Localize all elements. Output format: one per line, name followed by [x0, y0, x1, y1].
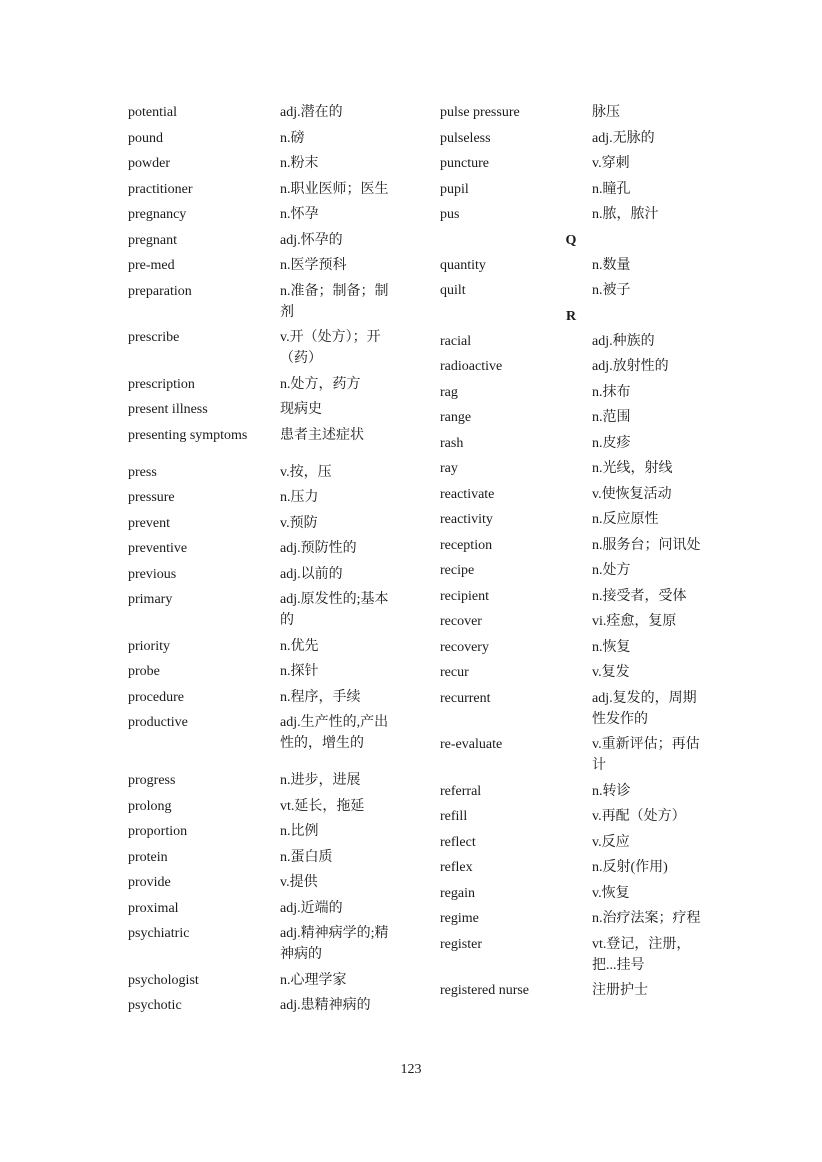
- entry-definition: n.抹布: [592, 384, 631, 400]
- glossary-entry: [440, 356, 710, 377]
- entry-definition: n.处方，药方: [280, 376, 361, 392]
- entry-term: reflex: [440, 860, 473, 875]
- entry-definition: n.医学预科: [280, 258, 347, 273]
- glossary-entry: [128, 179, 398, 200]
- entry-definition: adj.预防性的: [280, 541, 357, 556]
- entry-term: potential: [128, 105, 177, 120]
- glossary-entry: [440, 934, 710, 976]
- entry-definition: n.蛋白质: [280, 849, 333, 865]
- entry-term: pupil: [440, 181, 469, 197]
- entry-definition: v.按，压: [280, 464, 332, 480]
- entry-definition: adj.怀孕的: [280, 232, 343, 248]
- entry-definition: n.职业医师；医生: [280, 181, 389, 197]
- entry-definition: v.预防: [280, 515, 318, 531]
- right-column: [440, 102, 710, 1006]
- entry-term: recurrent: [440, 690, 491, 706]
- entry-term: present illness: [128, 402, 208, 417]
- glossary-entry: [440, 179, 710, 200]
- entry-term: presenting symptoms: [128, 427, 248, 443]
- entry-definition: n.程序，手续: [280, 689, 361, 705]
- entry-definition: n.反射(作用): [592, 860, 668, 875]
- entry-term: pre-med: [128, 258, 175, 273]
- left-column: [128, 102, 398, 1021]
- entry-term: productive: [128, 715, 188, 730]
- glossary-entry: [128, 872, 398, 893]
- entry-definition: adj.种族的: [592, 333, 655, 349]
- entry-term: regime: [440, 911, 479, 926]
- entry-term: powder: [128, 156, 170, 171]
- glossary-entry: [128, 281, 398, 323]
- glossary-entry: [440, 781, 710, 802]
- glossary-entry: [440, 407, 710, 428]
- entry-term: preparation: [128, 283, 192, 299]
- entry-definition: n.比例: [280, 824, 319, 839]
- entry-term: registered nurse: [440, 983, 530, 998]
- glossary-entry: [128, 153, 398, 174]
- entry-term: pressure: [128, 490, 175, 505]
- glossary-entry: [440, 908, 710, 929]
- entry-term: prescribe: [128, 330, 180, 345]
- entry-term: prolong: [128, 798, 172, 814]
- entries-r-section: [440, 331, 710, 1002]
- entry-definition: n.范围: [592, 410, 631, 425]
- entry-term: reactivity: [440, 512, 493, 527]
- glossary-entry: [440, 331, 710, 352]
- glossary-entry: [440, 560, 710, 581]
- entry-term: pulseless: [440, 130, 491, 146]
- section-letter-r: R: [565, 308, 577, 324]
- entry-definition: adj.精神病学的;精神病的: [280, 926, 389, 962]
- glossary-entry: [128, 102, 398, 123]
- glossary-entry: [128, 970, 398, 991]
- entry-term: quilt: [440, 283, 466, 298]
- entry-definition: v.重新评估；再估计: [592, 737, 700, 773]
- entry-term: proportion: [128, 824, 188, 839]
- glossary-entry: [440, 734, 710, 776]
- entry-term: pound: [128, 130, 163, 146]
- entry-term: press: [128, 464, 157, 480]
- entry-term: recover: [440, 614, 482, 629]
- entry-definition: adj.生产性的,产出性的，增生的: [280, 715, 389, 751]
- entry-term: psychotic: [128, 998, 182, 1013]
- entry-definition: v.提供: [280, 875, 318, 890]
- entry-term: probe: [128, 664, 160, 679]
- entry-term: priority: [128, 638, 170, 654]
- entry-definition: n.瞳孔: [592, 181, 631, 197]
- entry-definition: n.准备；制备；制剂: [280, 283, 389, 320]
- entry-definition: n.怀孕: [280, 207, 319, 222]
- glossary-entry: [440, 382, 710, 403]
- entry-definition: adj.潜在的: [280, 105, 343, 120]
- entry-definition: n.恢复: [592, 639, 631, 655]
- glossary-entry: [128, 589, 398, 631]
- entry-term: refill: [440, 809, 468, 824]
- entry-definition: n.优先: [280, 638, 319, 654]
- entry-term: prevent: [128, 515, 170, 531]
- entry-definition: n.粉末: [280, 156, 319, 171]
- entry-term: ray: [440, 461, 458, 476]
- section-letter-q: Q: [565, 232, 577, 248]
- entry-term: progress: [128, 773, 176, 788]
- entry-definition: vt.延长，拖延: [280, 798, 365, 814]
- entry-definition: v.使恢复活动: [592, 486, 672, 502]
- glossary-entry: [128, 399, 398, 420]
- entry-term: provide: [128, 875, 171, 890]
- entry-term: rag: [440, 384, 458, 400]
- entry-definition: 脉压: [592, 105, 620, 120]
- entry-term: recovery: [440, 639, 489, 655]
- entry-definition: 患者主述症状: [280, 427, 364, 443]
- glossary-entry: [128, 661, 398, 682]
- entry-term: reflect: [440, 834, 476, 850]
- page-number: 123: [400, 1062, 422, 1077]
- entry-term: regain: [440, 885, 475, 901]
- entries-q-section: [440, 255, 710, 302]
- entry-definition: n.反应原性: [592, 512, 659, 527]
- entry-term: pus: [440, 207, 460, 222]
- glossary-entry: [128, 821, 398, 842]
- entry-definition: n.被子: [592, 283, 631, 298]
- entry-definition: v.开（处方）；开（药）: [280, 330, 381, 366]
- glossary-entry: [440, 484, 710, 505]
- entry-definition: vt.登记，注册，把...挂号: [592, 936, 691, 973]
- entry-definition: n.心理学家: [280, 972, 347, 988]
- entry-term: pregnancy: [128, 207, 187, 222]
- entry-term: recur: [440, 665, 469, 680]
- glossary-entry: [440, 433, 710, 454]
- entry-term: recipe: [440, 563, 475, 578]
- entry-term: pregnant: [128, 232, 177, 248]
- entry-term: racial: [440, 333, 472, 349]
- entry-term: psychologist: [128, 972, 199, 988]
- glossary-entry: [128, 796, 398, 817]
- glossary-entry: [128, 327, 398, 369]
- glossary-entry: [440, 832, 710, 853]
- glossary-entry: [440, 458, 710, 479]
- entry-term: proximal: [128, 900, 179, 916]
- glossary-entry: [128, 128, 398, 149]
- glossary-entry: [440, 128, 710, 149]
- glossary-entry: [440, 637, 710, 658]
- entry-definition: v.恢复: [592, 885, 630, 901]
- entry-term: rash: [440, 435, 464, 451]
- glossary-entry: [128, 923, 398, 965]
- entry-definition: adj.复发的，周期性发作的: [592, 690, 697, 727]
- glossary-entry: [128, 770, 398, 791]
- entry-definition: n.脓，脓汁: [592, 207, 659, 222]
- glossary-entry: [128, 995, 398, 1016]
- entry-definition: 注册护士: [592, 983, 648, 998]
- glossary-entry: [128, 255, 398, 276]
- entry-term: register: [440, 936, 482, 952]
- entry-definition: v.复发: [592, 665, 630, 680]
- entry-definition: n.皮疹: [592, 435, 631, 451]
- entry-definition: adj.放射性的: [592, 359, 669, 374]
- entry-definition: 现病史: [280, 402, 322, 417]
- glossary-entry: [440, 662, 710, 683]
- entry-term: quantity: [440, 257, 486, 273]
- glossary-entry: [440, 806, 710, 827]
- entry-term: recipient: [440, 588, 489, 604]
- entry-term: radioactive: [440, 359, 503, 374]
- glossary-entry: [440, 857, 710, 878]
- entry-definition: n.接受者，受体: [592, 588, 687, 604]
- glossary-entry: [128, 204, 398, 225]
- entry-definition: n.服务台；问讯处: [592, 537, 701, 553]
- entry-definition: v.反应: [592, 834, 630, 850]
- entry-term: pulse pressure: [440, 105, 520, 120]
- entry-term: re-evaluate: [440, 737, 503, 752]
- entry-definition: v.再配（处方）: [592, 809, 686, 824]
- glossary-entry: [128, 712, 398, 754]
- entry-definition: n.磅: [280, 130, 305, 146]
- glossary-entry: [440, 153, 710, 174]
- entry-term: protein: [128, 849, 168, 865]
- glossary-entry: [128, 513, 398, 534]
- entry-definition: n.光线，射线: [592, 461, 673, 476]
- entry-term: prescription: [128, 376, 195, 392]
- entry-definition: n.压力: [280, 490, 319, 505]
- entry-term: referral: [440, 783, 482, 799]
- glossary-entry: [128, 898, 398, 919]
- glossary-entry: [128, 374, 398, 395]
- entry-term: primary: [128, 592, 173, 607]
- entry-definition: n.数量: [592, 257, 631, 273]
- entry-definition: adj.以前的: [280, 566, 343, 582]
- entry-definition: adj.无脉的: [592, 130, 655, 146]
- entry-term: psychiatric: [128, 926, 190, 941]
- glossary-entry: [128, 538, 398, 559]
- entry-term: range: [440, 410, 472, 425]
- glossary-entry: [440, 255, 710, 276]
- entry-term: preventive: [128, 541, 188, 556]
- glossary-entry: [440, 883, 710, 904]
- glossary-entry: [128, 564, 398, 585]
- glossary-entry: [440, 535, 710, 556]
- entry-term: reactivate: [440, 486, 495, 502]
- entry-definition: n.进步，进展: [280, 773, 361, 788]
- entry-definition: adj.原发性的;基本的: [280, 592, 389, 628]
- glossary-entry: [128, 847, 398, 868]
- entry-term: puncture: [440, 156, 489, 171]
- glossary-entry: [128, 636, 398, 657]
- glossary-entry: [440, 611, 710, 632]
- glossary-entry: [440, 586, 710, 607]
- entry-term: reception: [440, 537, 493, 553]
- glossary-entry: [440, 980, 710, 1001]
- glossary-entry: [128, 487, 398, 508]
- glossary-entry: [440, 280, 710, 301]
- glossary-entry: [440, 509, 710, 530]
- glossary-entry: [128, 687, 398, 708]
- entry-definition: v.穿刺: [592, 156, 630, 171]
- glossary-entry: [128, 425, 398, 446]
- entry-term: practitioner: [128, 181, 193, 197]
- entries-p-section: [440, 102, 710, 225]
- entry-definition: vi.痊愈，复原: [592, 614, 677, 629]
- entry-term: procedure: [128, 689, 184, 705]
- entry-definition: adj.近端的: [280, 900, 343, 916]
- entry-definition: n.处方: [592, 563, 631, 578]
- entry-definition: n.转诊: [592, 783, 631, 799]
- entry-definition: n.治疗法案；疗程: [592, 911, 701, 926]
- glossary-entry: [128, 462, 398, 483]
- entry-definition: n.探针: [280, 664, 319, 679]
- entry-definition: adj.患精神病的: [280, 998, 371, 1013]
- glossary-entry: [440, 102, 710, 123]
- glossary-entry: [440, 688, 710, 730]
- entry-term: previous: [128, 566, 177, 582]
- glossary-entry: [440, 204, 710, 225]
- glossary-entry: [128, 230, 398, 251]
